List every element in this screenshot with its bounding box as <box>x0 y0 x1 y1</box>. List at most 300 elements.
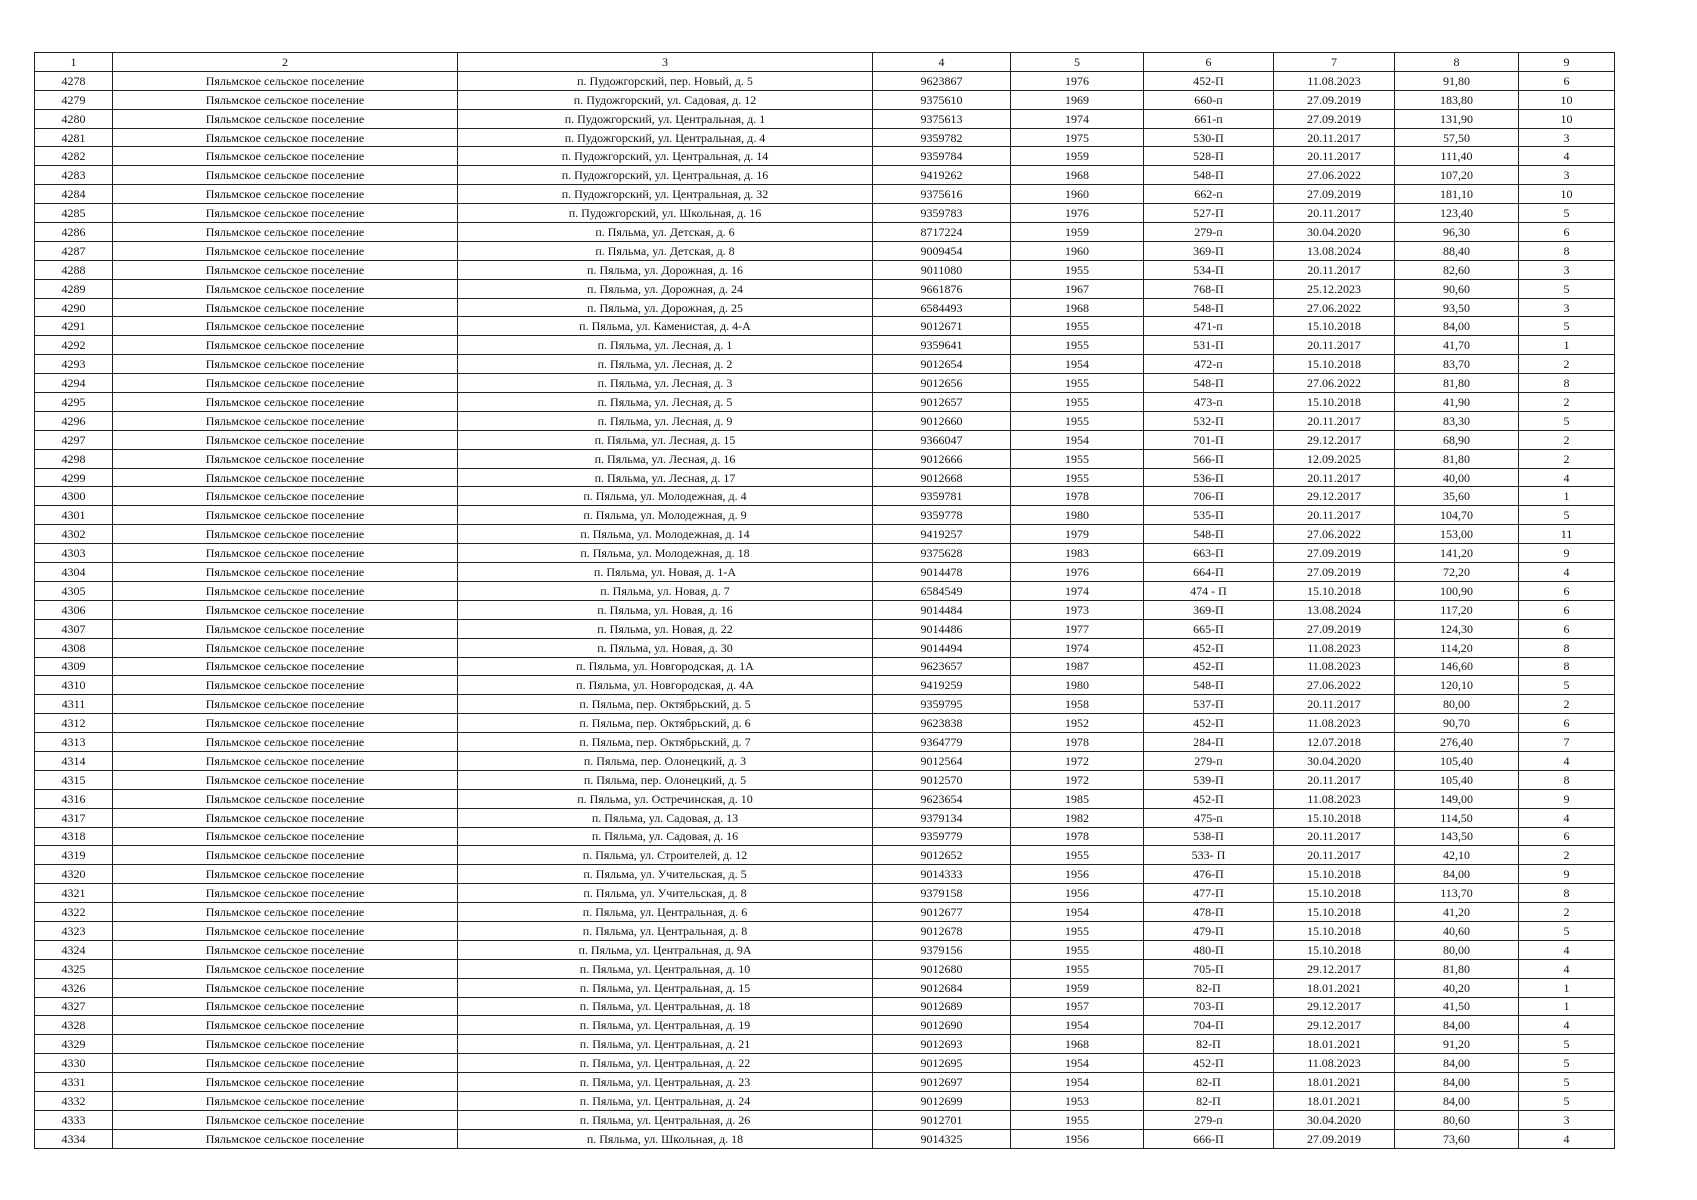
cell-cadastral-number: 9014486 <box>873 619 1011 638</box>
table-row <box>35 978 1615 997</box>
table-row <box>35 808 1615 827</box>
cell-decree-number: 538-П <box>1144 827 1274 846</box>
cell-residents-count: 4 <box>1519 751 1615 770</box>
cell-residents-count: 2 <box>1519 903 1615 922</box>
cell-area: 57,50 <box>1395 128 1519 147</box>
cell-residents-count: 4 <box>1519 959 1615 978</box>
cell-decree-number: 535-П <box>1144 506 1274 525</box>
cell-address: п. Пяльма, ул. Учительская, д. 5 <box>458 865 873 884</box>
cell-settlement: Пяльмское сельское поселение <box>113 355 458 374</box>
column-header-year-built: 5 <box>1011 53 1144 72</box>
cell-settlement: Пяльмское сельское поселение <box>113 298 458 317</box>
cell-settlement: Пяльмское сельское поселение <box>113 921 458 940</box>
cell-decree-number: 706-П <box>1144 487 1274 506</box>
cell-residents-count: 10 <box>1519 90 1615 109</box>
cell-decree-date: 27.06.2022 <box>1274 166 1395 185</box>
cell-settlement: Пяльмское сельское поселение <box>113 71 458 90</box>
cell-row-number: 4292 <box>35 336 113 355</box>
table-row <box>35 600 1615 619</box>
cell-cadastral-number: 6584549 <box>873 581 1011 600</box>
cell-settlement: Пяльмское сельское поселение <box>113 751 458 770</box>
cell-decree-date: 29.12.2017 <box>1274 959 1395 978</box>
column-number-header-row <box>35 53 1615 72</box>
cell-row-number: 4296 <box>35 411 113 430</box>
cell-address: п. Пяльма, ул. Лесная, д. 1 <box>458 336 873 355</box>
cell-address: п. Пяльма, пер. Октябрьский, д. 5 <box>458 695 873 714</box>
cell-area: 105,40 <box>1395 751 1519 770</box>
table-row <box>35 506 1615 525</box>
cell-area: 81,80 <box>1395 449 1519 468</box>
cell-area: 131,90 <box>1395 109 1519 128</box>
cell-area: 111,40 <box>1395 147 1519 166</box>
cell-residents-count: 9 <box>1519 789 1615 808</box>
cell-row-number: 4285 <box>35 204 113 223</box>
cell-cadastral-number: 9014494 <box>873 638 1011 657</box>
cell-decree-date: 15.10.2018 <box>1274 808 1395 827</box>
cell-address: п. Пяльма, ул. Центральная, д. 10 <box>458 959 873 978</box>
cell-cadastral-number: 9359784 <box>873 147 1011 166</box>
cell-row-number: 4327 <box>35 997 113 1016</box>
cell-row-number: 4330 <box>35 1054 113 1073</box>
cell-settlement: Пяльмское сельское поселение <box>113 223 458 242</box>
cell-residents-count: 3 <box>1519 1110 1615 1129</box>
cell-residents-count: 4 <box>1519 147 1615 166</box>
cell-year-built: 1987 <box>1011 657 1144 676</box>
cell-address: п. Пяльма, ул. Молодежная, д. 9 <box>458 506 873 525</box>
cell-cadastral-number: 9375616 <box>873 185 1011 204</box>
cell-residents-count: 9 <box>1519 544 1615 563</box>
cell-cadastral-number: 9012666 <box>873 449 1011 468</box>
cell-decree-date: 27.06.2022 <box>1274 676 1395 695</box>
cell-row-number: 4297 <box>35 430 113 449</box>
cell-year-built: 1978 <box>1011 733 1144 752</box>
table-row <box>35 355 1615 374</box>
table-row <box>35 695 1615 714</box>
cell-decree-number: 666-П <box>1144 1129 1274 1148</box>
cell-area: 114,50 <box>1395 808 1519 827</box>
cell-decree-date: 20.11.2017 <box>1274 411 1395 430</box>
cell-residents-count: 5 <box>1519 1091 1615 1110</box>
cell-residents-count: 8 <box>1519 374 1615 393</box>
cell-year-built: 1973 <box>1011 600 1144 619</box>
table-row <box>35 374 1615 393</box>
cell-settlement: Пяльмское сельское поселение <box>113 411 458 430</box>
cell-area: 123,40 <box>1395 204 1519 223</box>
cell-decree-date: 13.08.2024 <box>1274 600 1395 619</box>
cell-decree-date: 11.08.2023 <box>1274 71 1395 90</box>
cell-residents-count: 5 <box>1519 1054 1615 1073</box>
cell-cadastral-number: 9375628 <box>873 544 1011 563</box>
cell-cadastral-number: 9419262 <box>873 166 1011 185</box>
cell-year-built: 1955 <box>1011 411 1144 430</box>
cell-area: 84,00 <box>1395 1091 1519 1110</box>
cell-cadastral-number: 8717224 <box>873 223 1011 242</box>
cell-year-built: 1979 <box>1011 525 1144 544</box>
cell-address: п. Пяльма, ул. Остречинская, д. 10 <box>458 789 873 808</box>
cell-area: 149,00 <box>1395 789 1519 808</box>
cell-area: 84,00 <box>1395 317 1519 336</box>
cell-decree-number: 566-П <box>1144 449 1274 468</box>
cell-decree-date: 20.11.2017 <box>1274 204 1395 223</box>
cell-year-built: 1974 <box>1011 581 1144 600</box>
cell-residents-count: 5 <box>1519 1073 1615 1092</box>
cell-decree-number: 705-П <box>1144 959 1274 978</box>
cell-decree-number: 452-П <box>1144 714 1274 733</box>
cell-residents-count: 6 <box>1519 223 1615 242</box>
cell-year-built: 1972 <box>1011 751 1144 770</box>
cell-area: 141,20 <box>1395 544 1519 563</box>
cell-address: п. Пяльма, ул. Дорожная, д. 16 <box>458 260 873 279</box>
cell-address: п. Пяльма, пер. Олонецкий, д. 5 <box>458 770 873 789</box>
cell-year-built: 1955 <box>1011 846 1144 865</box>
cell-year-built: 1955 <box>1011 1110 1144 1129</box>
table-row <box>35 997 1615 1016</box>
cell-decree-date: 29.12.2017 <box>1274 1016 1395 1035</box>
table-body <box>35 71 1615 1148</box>
cell-row-number: 4314 <box>35 751 113 770</box>
cell-residents-count: 8 <box>1519 241 1615 260</box>
cell-row-number: 4280 <box>35 109 113 128</box>
cell-address: п. Пяльма, ул. Лесная, д. 15 <box>458 430 873 449</box>
cell-settlement: Пяльмское сельское поселение <box>113 1016 458 1035</box>
cell-decree-number: 473-п <box>1144 393 1274 412</box>
cell-settlement: Пяльмское сельское поселение <box>113 657 458 676</box>
cell-cadastral-number: 9366047 <box>873 430 1011 449</box>
cell-row-number: 4284 <box>35 185 113 204</box>
cell-cadastral-number: 9012689 <box>873 997 1011 1016</box>
cell-residents-count: 1 <box>1519 336 1615 355</box>
cell-decree-number: 471-п <box>1144 317 1274 336</box>
cell-address: п. Пяльма, ул. Лесная, д. 2 <box>458 355 873 374</box>
cell-residents-count: 4 <box>1519 468 1615 487</box>
cell-settlement: Пяльмское сельское поселение <box>113 525 458 544</box>
table-row <box>35 563 1615 582</box>
table-row <box>35 279 1615 298</box>
table-row <box>35 1129 1615 1148</box>
cell-decree-date: 30.04.2020 <box>1274 223 1395 242</box>
cell-decree-date: 27.06.2022 <box>1274 525 1395 544</box>
cell-decree-number: 279-п <box>1144 223 1274 242</box>
cell-row-number: 4303 <box>35 544 113 563</box>
cell-cadastral-number: 9014478 <box>873 563 1011 582</box>
cell-decree-number: 548-П <box>1144 166 1274 185</box>
cell-row-number: 4291 <box>35 317 113 336</box>
housing-registry-table <box>34 52 1615 1149</box>
cell-settlement: Пяльмское сельское поселение <box>113 827 458 846</box>
cell-decree-number: 472-п <box>1144 355 1274 374</box>
cell-decree-date: 15.10.2018 <box>1274 581 1395 600</box>
table-row <box>35 751 1615 770</box>
cell-residents-count: 8 <box>1519 884 1615 903</box>
cell-address: п. Пудожгорский, ул. Центральная, д. 1 <box>458 109 873 128</box>
column-header-settlement: 2 <box>113 53 458 72</box>
cell-address: п. Пяльма, пер. Октябрьский, д. 6 <box>458 714 873 733</box>
cell-decree-date: 30.04.2020 <box>1274 1110 1395 1129</box>
cell-row-number: 4311 <box>35 695 113 714</box>
cell-area: 91,20 <box>1395 1035 1519 1054</box>
table-row <box>35 714 1615 733</box>
cell-cadastral-number: 9009454 <box>873 241 1011 260</box>
cell-row-number: 4323 <box>35 921 113 940</box>
cell-residents-count: 2 <box>1519 846 1615 865</box>
cell-decree-date: 29.12.2017 <box>1274 430 1395 449</box>
cell-cadastral-number: 9379158 <box>873 884 1011 903</box>
cell-settlement: Пяльмское сельское поселение <box>113 638 458 657</box>
cell-decree-date: 20.11.2017 <box>1274 827 1395 846</box>
cell-row-number: 4295 <box>35 393 113 412</box>
table-row <box>35 676 1615 695</box>
table-row <box>35 393 1615 412</box>
cell-cadastral-number: 9359779 <box>873 827 1011 846</box>
cell-decree-date: 20.11.2017 <box>1274 846 1395 865</box>
cell-settlement: Пяльмское сельское поселение <box>113 544 458 563</box>
cell-residents-count: 5 <box>1519 921 1615 940</box>
cell-row-number: 4299 <box>35 468 113 487</box>
cell-settlement: Пяльмское сельское поселение <box>113 940 458 959</box>
cell-row-number: 4304 <box>35 563 113 582</box>
table-row <box>35 147 1615 166</box>
cell-residents-count: 3 <box>1519 260 1615 279</box>
cell-settlement: Пяльмское сельское поселение <box>113 1073 458 1092</box>
cell-decree-date: 11.08.2023 <box>1274 714 1395 733</box>
cell-settlement: Пяльмское сельское поселение <box>113 846 458 865</box>
cell-area: 84,00 <box>1395 865 1519 884</box>
cell-settlement: Пяльмское сельское поселение <box>113 374 458 393</box>
cell-cadastral-number: 9419257 <box>873 525 1011 544</box>
cell-decree-date: 15.10.2018 <box>1274 903 1395 922</box>
cell-cadastral-number: 9375610 <box>873 90 1011 109</box>
cell-row-number: 4333 <box>35 1110 113 1129</box>
cell-cadastral-number: 9012701 <box>873 1110 1011 1129</box>
table-row <box>35 468 1615 487</box>
cell-row-number: 4326 <box>35 978 113 997</box>
cell-address: п. Пяльма, ул. Новгородская, д. 4А <box>458 676 873 695</box>
cell-decree-number: 701-П <box>1144 430 1274 449</box>
cell-cadastral-number: 9359781 <box>873 487 1011 506</box>
cell-cadastral-number: 9012677 <box>873 903 1011 922</box>
cell-area: 146,60 <box>1395 657 1519 676</box>
cell-cadastral-number: 9012652 <box>873 846 1011 865</box>
cell-decree-date: 15.10.2018 <box>1274 921 1395 940</box>
cell-settlement: Пяльмское сельское поселение <box>113 204 458 223</box>
cell-residents-count: 7 <box>1519 733 1615 752</box>
cell-area: 88,40 <box>1395 241 1519 260</box>
cell-cadastral-number: 9359783 <box>873 204 1011 223</box>
cell-settlement: Пяльмское сельское поселение <box>113 714 458 733</box>
cell-decree-number: 533- П <box>1144 846 1274 865</box>
cell-settlement: Пяльмское сельское поселение <box>113 468 458 487</box>
cell-row-number: 4309 <box>35 657 113 676</box>
cell-residents-count: 11 <box>1519 525 1615 544</box>
cell-decree-date: 18.01.2021 <box>1274 1035 1395 1054</box>
cell-decree-number: 82-П <box>1144 978 1274 997</box>
table-row <box>35 109 1615 128</box>
cell-area: 90,70 <box>1395 714 1519 733</box>
cell-address: п. Пяльма, ул. Центральная, д. 6 <box>458 903 873 922</box>
cell-cadastral-number: 6584493 <box>873 298 1011 317</box>
cell-settlement: Пяльмское сельское поселение <box>113 260 458 279</box>
cell-year-built: 1955 <box>1011 940 1144 959</box>
cell-cadastral-number: 9014325 <box>873 1129 1011 1148</box>
cell-settlement: Пяльмское сельское поселение <box>113 770 458 789</box>
cell-year-built: 1959 <box>1011 978 1144 997</box>
cell-year-built: 1975 <box>1011 128 1144 147</box>
cell-address: п. Пудожгорский, ул. Садовая, д. 12 <box>458 90 873 109</box>
cell-area: 153,00 <box>1395 525 1519 544</box>
cell-decree-number: 82-П <box>1144 1073 1274 1092</box>
cell-area: 72,20 <box>1395 563 1519 582</box>
cell-area: 41,50 <box>1395 997 1519 1016</box>
cell-area: 120,10 <box>1395 676 1519 695</box>
cell-decree-date: 25.12.2023 <box>1274 279 1395 298</box>
table-row <box>35 884 1615 903</box>
cell-address: п. Пяльма, ул. Новая, д. 22 <box>458 619 873 638</box>
cell-address: п. Пяльма, ул. Центральная, д. 8 <box>458 921 873 940</box>
cell-year-built: 1968 <box>1011 166 1144 185</box>
cell-cadastral-number: 9012654 <box>873 355 1011 374</box>
table-row <box>35 449 1615 468</box>
cell-residents-count: 2 <box>1519 393 1615 412</box>
cell-year-built: 1954 <box>1011 430 1144 449</box>
cell-address: п. Пяльма, ул. Лесная, д. 3 <box>458 374 873 393</box>
cell-address: п. Пяльма, ул. Центральная, д. 26 <box>458 1110 873 1129</box>
table-row <box>35 128 1615 147</box>
cell-residents-count: 5 <box>1519 279 1615 298</box>
cell-address: п. Пудожгорский, ул. Школьная, д. 16 <box>458 204 873 223</box>
cell-row-number: 4329 <box>35 1035 113 1054</box>
cell-row-number: 4288 <box>35 260 113 279</box>
cell-decree-date: 13.08.2024 <box>1274 241 1395 260</box>
cell-area: 73,60 <box>1395 1129 1519 1148</box>
cell-year-built: 1958 <box>1011 695 1144 714</box>
column-header-cadastral-number: 4 <box>873 53 1011 72</box>
cell-row-number: 4312 <box>35 714 113 733</box>
cell-cadastral-number: 9419259 <box>873 676 1011 695</box>
cell-decree-number: 452-П <box>1144 789 1274 808</box>
cell-decree-number: 279-п <box>1144 751 1274 770</box>
cell-settlement: Пяльмское сельское поселение <box>113 128 458 147</box>
cell-cadastral-number: 9014333 <box>873 865 1011 884</box>
cell-row-number: 4301 <box>35 506 113 525</box>
cell-decree-number: 704-П <box>1144 1016 1274 1035</box>
cell-address: п. Пяльма, пер. Октябрьский, д. 7 <box>458 733 873 752</box>
cell-year-built: 1954 <box>1011 355 1144 374</box>
cell-settlement: Пяльмское сельское поселение <box>113 600 458 619</box>
table-row <box>35 827 1615 846</box>
column-header-residents-count: 9 <box>1519 53 1615 72</box>
cell-area: 40,00 <box>1395 468 1519 487</box>
cell-cadastral-number: 9011080 <box>873 260 1011 279</box>
cell-residents-count: 6 <box>1519 619 1615 638</box>
cell-cadastral-number: 9012660 <box>873 411 1011 430</box>
cell-decree-date: 29.12.2017 <box>1274 487 1395 506</box>
table-row <box>35 487 1615 506</box>
cell-residents-count: 6 <box>1519 714 1615 733</box>
cell-decree-number: 478-П <box>1144 903 1274 922</box>
cell-decree-date: 15.10.2018 <box>1274 393 1395 412</box>
cell-area: 91,80 <box>1395 71 1519 90</box>
cell-area: 93,50 <box>1395 298 1519 317</box>
cell-residents-count: 4 <box>1519 563 1615 582</box>
cell-residents-count: 5 <box>1519 411 1615 430</box>
cell-cadastral-number: 9012680 <box>873 959 1011 978</box>
cell-year-built: 1955 <box>1011 336 1144 355</box>
table-row <box>35 733 1615 752</box>
cell-settlement: Пяльмское сельское поселение <box>113 393 458 412</box>
cell-decree-date: 15.10.2018 <box>1274 865 1395 884</box>
cell-row-number: 4318 <box>35 827 113 846</box>
cell-year-built: 1960 <box>1011 241 1144 260</box>
cell-cadastral-number: 9012678 <box>873 921 1011 940</box>
cell-decree-number: 532-П <box>1144 411 1274 430</box>
cell-area: 81,80 <box>1395 959 1519 978</box>
cell-row-number: 4282 <box>35 147 113 166</box>
cell-residents-count: 6 <box>1519 71 1615 90</box>
cell-decree-number: 452-П <box>1144 71 1274 90</box>
cell-address: п. Пяльма, ул. Молодежная, д. 4 <box>458 487 873 506</box>
cell-cadastral-number: 9012671 <box>873 317 1011 336</box>
table-row <box>35 1035 1615 1054</box>
cell-year-built: 1983 <box>1011 544 1144 563</box>
table-row <box>35 846 1615 865</box>
cell-decree-number: 479-П <box>1144 921 1274 940</box>
cell-row-number: 4305 <box>35 581 113 600</box>
cell-residents-count: 4 <box>1519 940 1615 959</box>
table-row <box>35 770 1615 789</box>
table-row <box>35 638 1615 657</box>
cell-year-built: 1982 <box>1011 808 1144 827</box>
cell-year-built: 1954 <box>1011 1054 1144 1073</box>
cell-row-number: 4289 <box>35 279 113 298</box>
cell-area: 183,80 <box>1395 90 1519 109</box>
cell-cadastral-number: 9359782 <box>873 128 1011 147</box>
cell-decree-date: 15.10.2018 <box>1274 317 1395 336</box>
cell-row-number: 4294 <box>35 374 113 393</box>
cell-residents-count: 6 <box>1519 600 1615 619</box>
cell-settlement: Пяльмское сельское поселение <box>113 733 458 752</box>
cell-row-number: 4306 <box>35 600 113 619</box>
cell-row-number: 4281 <box>35 128 113 147</box>
cell-decree-number: 548-П <box>1144 374 1274 393</box>
cell-residents-count: 10 <box>1519 185 1615 204</box>
cell-row-number: 4286 <box>35 223 113 242</box>
table-row <box>35 544 1615 563</box>
cell-settlement: Пяльмское сельское поселение <box>113 185 458 204</box>
cell-residents-count: 2 <box>1519 430 1615 449</box>
cell-cadastral-number: 9364779 <box>873 733 1011 752</box>
cell-row-number: 4283 <box>35 166 113 185</box>
cell-area: 81,80 <box>1395 374 1519 393</box>
cell-cadastral-number: 9375613 <box>873 109 1011 128</box>
cell-address: п. Пудожгорский, пер. Новый, д. 5 <box>458 71 873 90</box>
cell-year-built: 1955 <box>1011 317 1144 336</box>
cell-address: п. Пяльма, ул. Центральная, д. 18 <box>458 997 873 1016</box>
cell-area: 181,10 <box>1395 185 1519 204</box>
cell-year-built: 1978 <box>1011 827 1144 846</box>
cell-residents-count: 8 <box>1519 638 1615 657</box>
cell-cadastral-number: 9379134 <box>873 808 1011 827</box>
cell-decree-date: 20.11.2017 <box>1274 770 1395 789</box>
cell-year-built: 1955 <box>1011 468 1144 487</box>
column-header-address: 3 <box>458 53 873 72</box>
cell-decree-number: 665-П <box>1144 619 1274 638</box>
cell-year-built: 1957 <box>1011 997 1144 1016</box>
cell-area: 143,50 <box>1395 827 1519 846</box>
table-row <box>35 940 1615 959</box>
cell-area: 117,20 <box>1395 600 1519 619</box>
table-row <box>35 298 1615 317</box>
cell-decree-number: 539-П <box>1144 770 1274 789</box>
